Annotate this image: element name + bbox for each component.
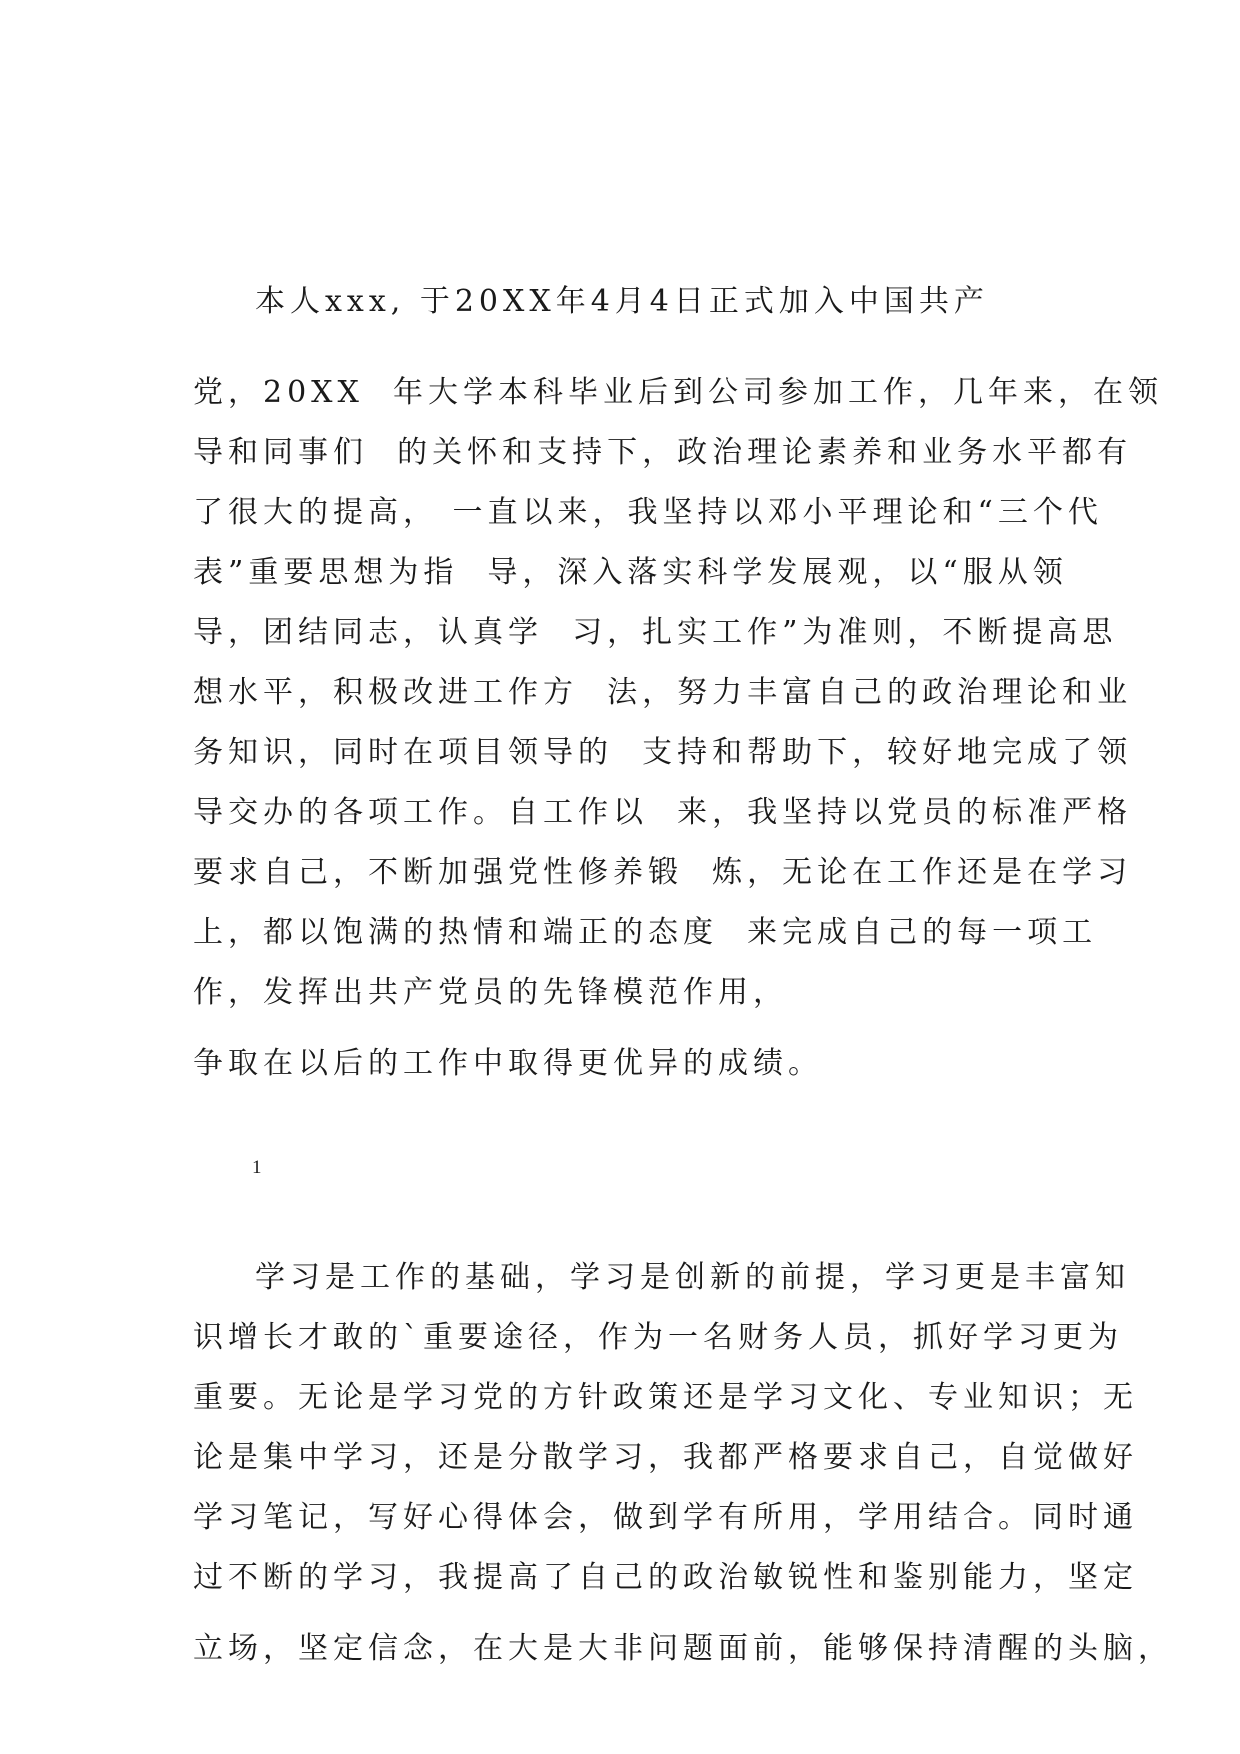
paragraph-line: 党，20XX 年大学本科毕业后到公司参加工作，几年来，在领 [193,375,1163,410]
paragraph-line: 学习笔记，写好心得体会，做到学有所用，学用结合。同时通 [193,1500,1138,1535]
paragraph-line: 想水平，积极改进工作方 法，努力丰富自己的政治理论和业 [193,675,1133,710]
paragraph-line: 作，发挥出共产党员的先锋模范作用， [193,975,788,1010]
paragraph-line: 立场，坚定信念，在大是大非问题面前，能够保持清醒的头脑， [193,1631,1173,1666]
paragraph-line: 论是集中学习，还是分散学习，我都严格要求自己，自觉做好 [193,1440,1138,1475]
paragraph-line: 争取在以后的工作中取得更优异的成绩。 [193,1046,823,1081]
paragraph-line: 本人xxx, 于20XX年4月4日正式加入中国共产 [255,284,989,319]
paragraph-line: 导交办的各项工作。自工作以 来，我坚持以党员的标准严格 [193,795,1133,830]
page-number: 1 [252,1157,262,1178]
paragraph-line: 导和同事们 的关怀和支持下，政治理论素养和业务水平都有 [193,435,1133,470]
paragraph-line: 重要。无论是学习党的方针政策还是学习文化、专业知识；无 [193,1380,1138,1415]
paragraph-line: 表”重要思想为指 导，深入落实科学发展观，以“服从领 [193,555,1068,590]
paragraph-line: 过不断的学习，我提高了自己的政治敏锐性和鉴别能力，坚定 [193,1560,1138,1595]
paragraph-line: 上，都以饱满的热情和端正的态度 来完成自己的每一项工 [193,915,1098,950]
paragraph-line: 识增长才敢的`重要途径，作为一名财务人员，抓好学习更为 [193,1320,1123,1355]
paragraph-line: 了很大的提高， 一直以来，我坚持以邓小平理论和“三个代 [193,495,1103,530]
paragraph-line: 导，团结同志，认真学 习，扎实工作”为准则，不断提高思 [193,615,1118,650]
paragraph-line: 务知识，同时在项目领导的 支持和帮助下，较好地完成了领 [193,735,1133,770]
paragraph-line: 要求自己，不断加强党性修养锻 炼，无论在工作还是在学习 [193,855,1133,890]
paragraph-line: 学习是工作的基础，学习是创新的前提，学习更是丰富知 [255,1260,1130,1295]
